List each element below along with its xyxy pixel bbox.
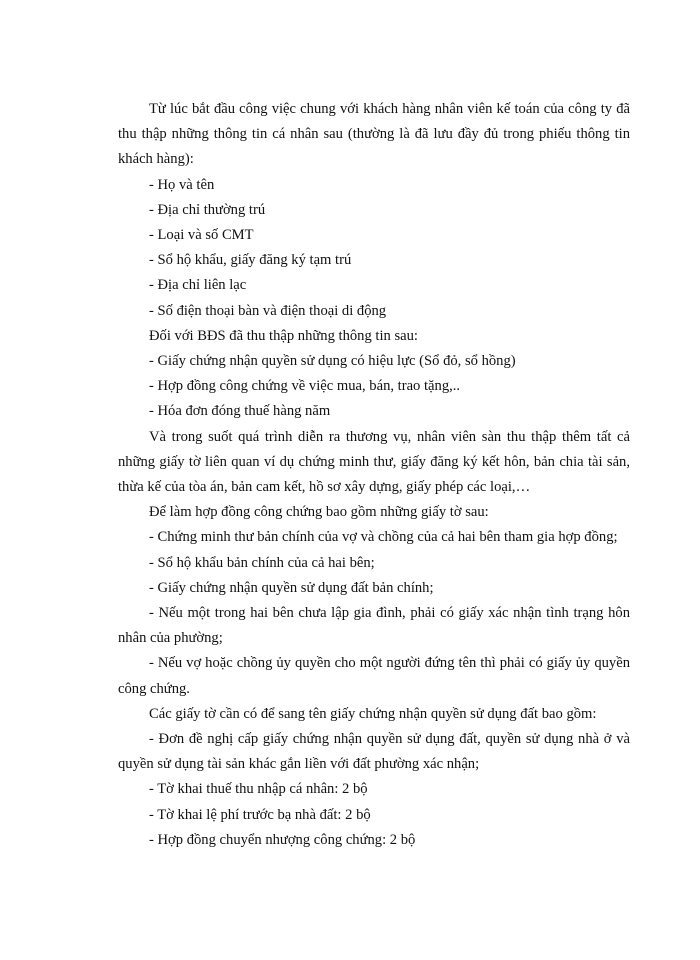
list-item-spouse-id: - Chứng minh thư bản chính của vợ và chồng của cả hai bên tham gia hợp đồng; bbox=[149, 529, 618, 546]
notarization-paragraph: Để làm hợp đồng công chứng bao gồm những giấy tờ sau: bbox=[149, 504, 489, 521]
real-estate-paragraph: Đối với BĐS đã thu thập những thông tin sau: bbox=[149, 327, 418, 344]
list-item-original-household-book: - Sổ hộ khẩu bản chính của cả hai bên; bbox=[149, 554, 375, 571]
list-item-household-book: - Sổ hộ khẩu, giấy đăng ký tạm trú bbox=[149, 252, 352, 269]
list-item-tax-invoice: - Hóa đơn đóng thuế hàng năm bbox=[149, 403, 331, 420]
list-item-registration-fee-form: - Tờ khai lệ phí trước bạ nhà đất: 2 bộ bbox=[149, 806, 371, 823]
list-item-phone-numbers: - Số điện thoại bàn và điện thoại di động bbox=[149, 302, 387, 319]
transaction-paragraph: Và trong suốt quá trình diễn ra thương vụ, nhân viên sàn thu thập thêm tất cả những giấy tờ liên quan ví dụ chứng minh thư, giấy đăng ký kết hôn, bản chia tài sản, thừa kế của tòa án, bản cam kết, hồ sơ xây dựng, giấy phép các loại,… bbox=[118, 428, 630, 496]
list-item-transfer-contract: - Hợp đồng chuyển nhượng công chứng: 2 bộ bbox=[149, 831, 416, 848]
list-item-contact-address: - Địa chỉ liên lạc bbox=[149, 277, 247, 294]
list-item-permanent-address: - Địa chỉ thường trú bbox=[149, 201, 266, 218]
intro-paragraph: Từ lúc bắt đầu công việc chung với khách hàng nhân viên kế toán của công ty đã thu thập những thông tin cá nhân sau (thường là đã lưu đầy đủ trong phiếu thông tin khách hàng): bbox=[118, 101, 630, 168]
list-item-application-form: - Đơn đề nghị cấp giấy chứng nhận quyền sử dụng đất, quyền sử dụng nhà ở và quyền sử dụng tài sản khác gắn liền với đất phường xác nhận; bbox=[118, 731, 630, 773]
list-item-original-land-certificate: - Giấy chứng nhận quyền sử dụng đất bản chính; bbox=[149, 579, 434, 596]
list-item-notarized-contract: - Hợp đồng công chứng về việc mua, bán, trao tặng,.. bbox=[149, 378, 461, 395]
list-item-marital-status: - Nếu một trong hai bên chưa lập gia đình, phải có giấy xác nhận tình trạng hôn nhân của phường; bbox=[118, 605, 630, 647]
list-item-full-name: - Họ và tên bbox=[149, 176, 215, 193]
document-body bbox=[118, 97, 630, 853]
transfer-paragraph: Các giấy tờ cần có để sang tên giấy chứng nhận quyền sử dụng đất bao gồm: bbox=[149, 705, 597, 722]
list-item-id-card: - Loại và số CMT bbox=[149, 227, 254, 244]
list-item-power-of-attorney: - Nếu vợ hoặc chồng ủy quyền cho một người đứng tên thì phải có giấy ủy quyền công chứng. bbox=[118, 655, 630, 697]
list-item-land-use-certificate: - Giấy chứng nhận quyền sử dụng có hiệu lực (Sổ đỏ, sổ hồng) bbox=[149, 353, 516, 370]
list-item-income-tax-form: - Tờ khai thuế thu nhập cá nhân: 2 bộ bbox=[149, 781, 368, 798]
